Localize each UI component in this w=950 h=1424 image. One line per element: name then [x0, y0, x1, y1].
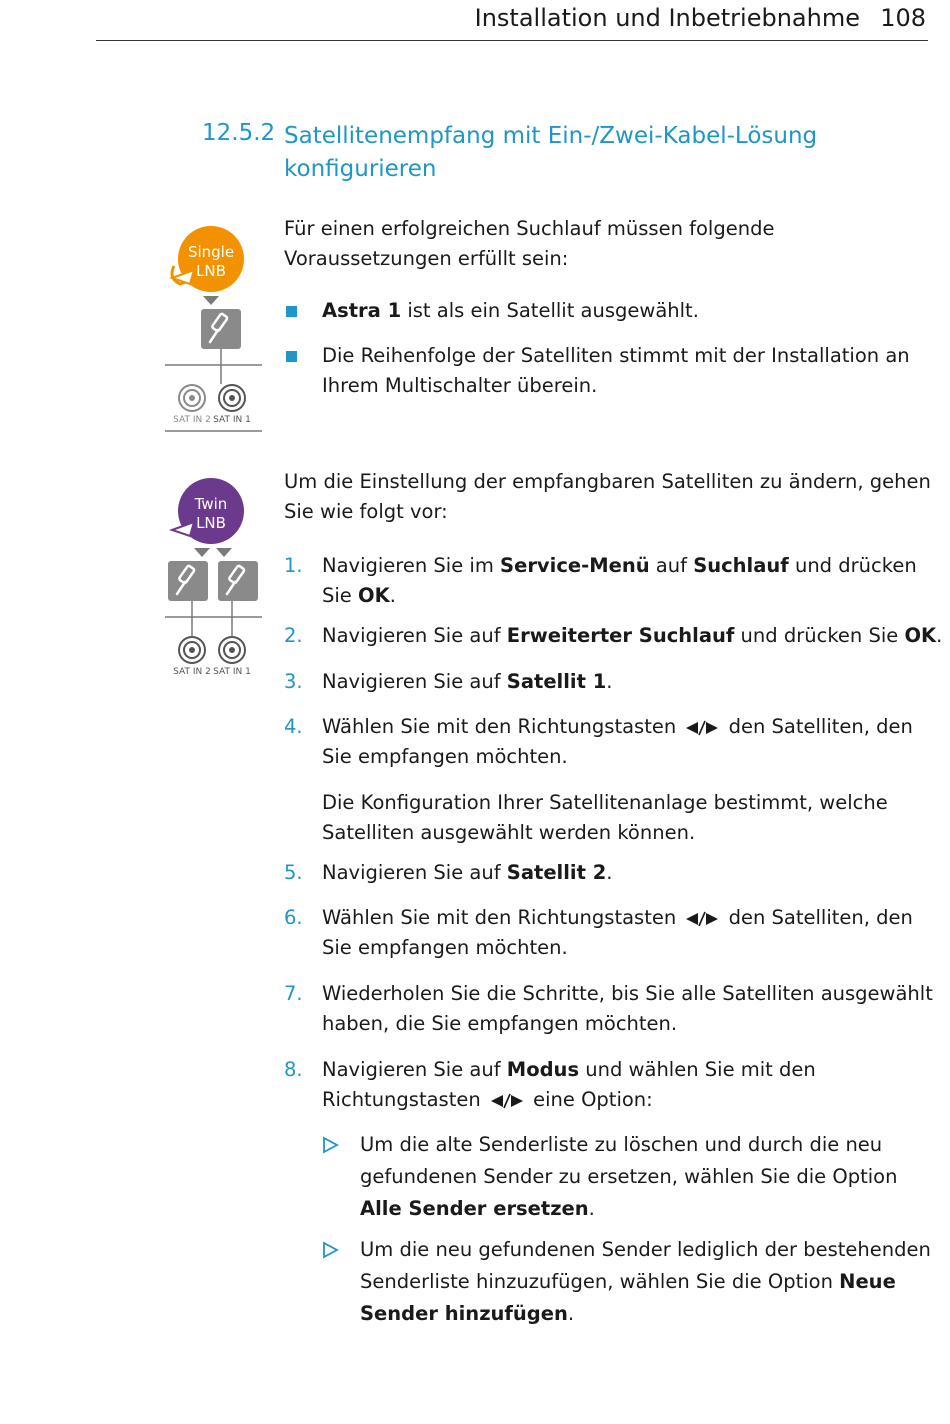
single-port-label-2: SAT IN 2 [173, 415, 211, 425]
single-badge-line1: Single [187, 243, 235, 261]
step-number: 4. [284, 715, 303, 738]
step-number: 6. [284, 906, 303, 929]
bullet-square-icon [286, 351, 297, 362]
page-header [96, 0, 928, 41]
bold-term: Astra 1 [322, 299, 402, 322]
list-item: Die Reihenfolge der Satelliten stimmt mit der Installation an Ihrem Multischalter überein. [284, 341, 934, 401]
left-right-arrow-keys-icon [489, 1093, 525, 1109]
step-number: 5. [284, 861, 303, 884]
intro-paragraph-2: Um die Einstellung der empfangbaren Satelliten zu ändern, gehen Sie wie folgt vor: [284, 470, 931, 523]
intro-paragraph-1: Für einen erfolgreichen Suchlauf müssen folgende Voraussetzungen erfüllt sein: [284, 217, 775, 270]
sat-in-2-port-icon [179, 385, 205, 411]
single-badge-line2: LNB [196, 262, 226, 280]
section-number: 12.5.2 [202, 120, 276, 146]
triangle-bullet-icon [322, 1136, 340, 1154]
step-number: 8. [284, 1058, 303, 1081]
step-number: 3. [284, 670, 303, 693]
step-number: 1. [284, 554, 303, 577]
twin-sat-in-2-port-icon [179, 637, 205, 663]
prerequisite-list [284, 296, 934, 401]
section-title: Satellitenempfang mit Ein-/Zwei-Kabel-Lösung konfigurieren [284, 123, 818, 182]
twin-badge-line1: Twin [194, 495, 228, 513]
twin-port-label-2: SAT IN 2 [173, 667, 211, 677]
bullet-square-icon [286, 306, 297, 317]
list-item: Astra 1 ist als ein Satellit ausgewählt. [284, 296, 934, 326]
single-port-label-1: SAT IN 1 [213, 415, 251, 425]
left-right-arrow-keys-icon [684, 720, 720, 736]
twin-badge-line2: LNB [196, 514, 226, 532]
twin-port-label-1: SAT IN 1 [213, 667, 251, 677]
sat-in-1-port-icon [219, 385, 245, 411]
single-lnb-diagram [160, 226, 270, 436]
step-number: 7. [284, 982, 303, 1005]
step-4-note: Die Konfiguration Ihrer Satellitenanlage bestimmt, welche Satelliten ausgewählt werden können. [322, 791, 888, 844]
twin-sat-in-1-port-icon [219, 637, 245, 663]
page-number: 108 [880, 4, 926, 32]
step-number: 2. [284, 624, 303, 647]
header-title: Installation und Inbetriebnahme [474, 4, 860, 32]
left-right-arrow-keys-icon [684, 911, 720, 927]
twin-lnb-diagram [160, 478, 270, 688]
triangle-bullet-icon [322, 1241, 340, 1259]
